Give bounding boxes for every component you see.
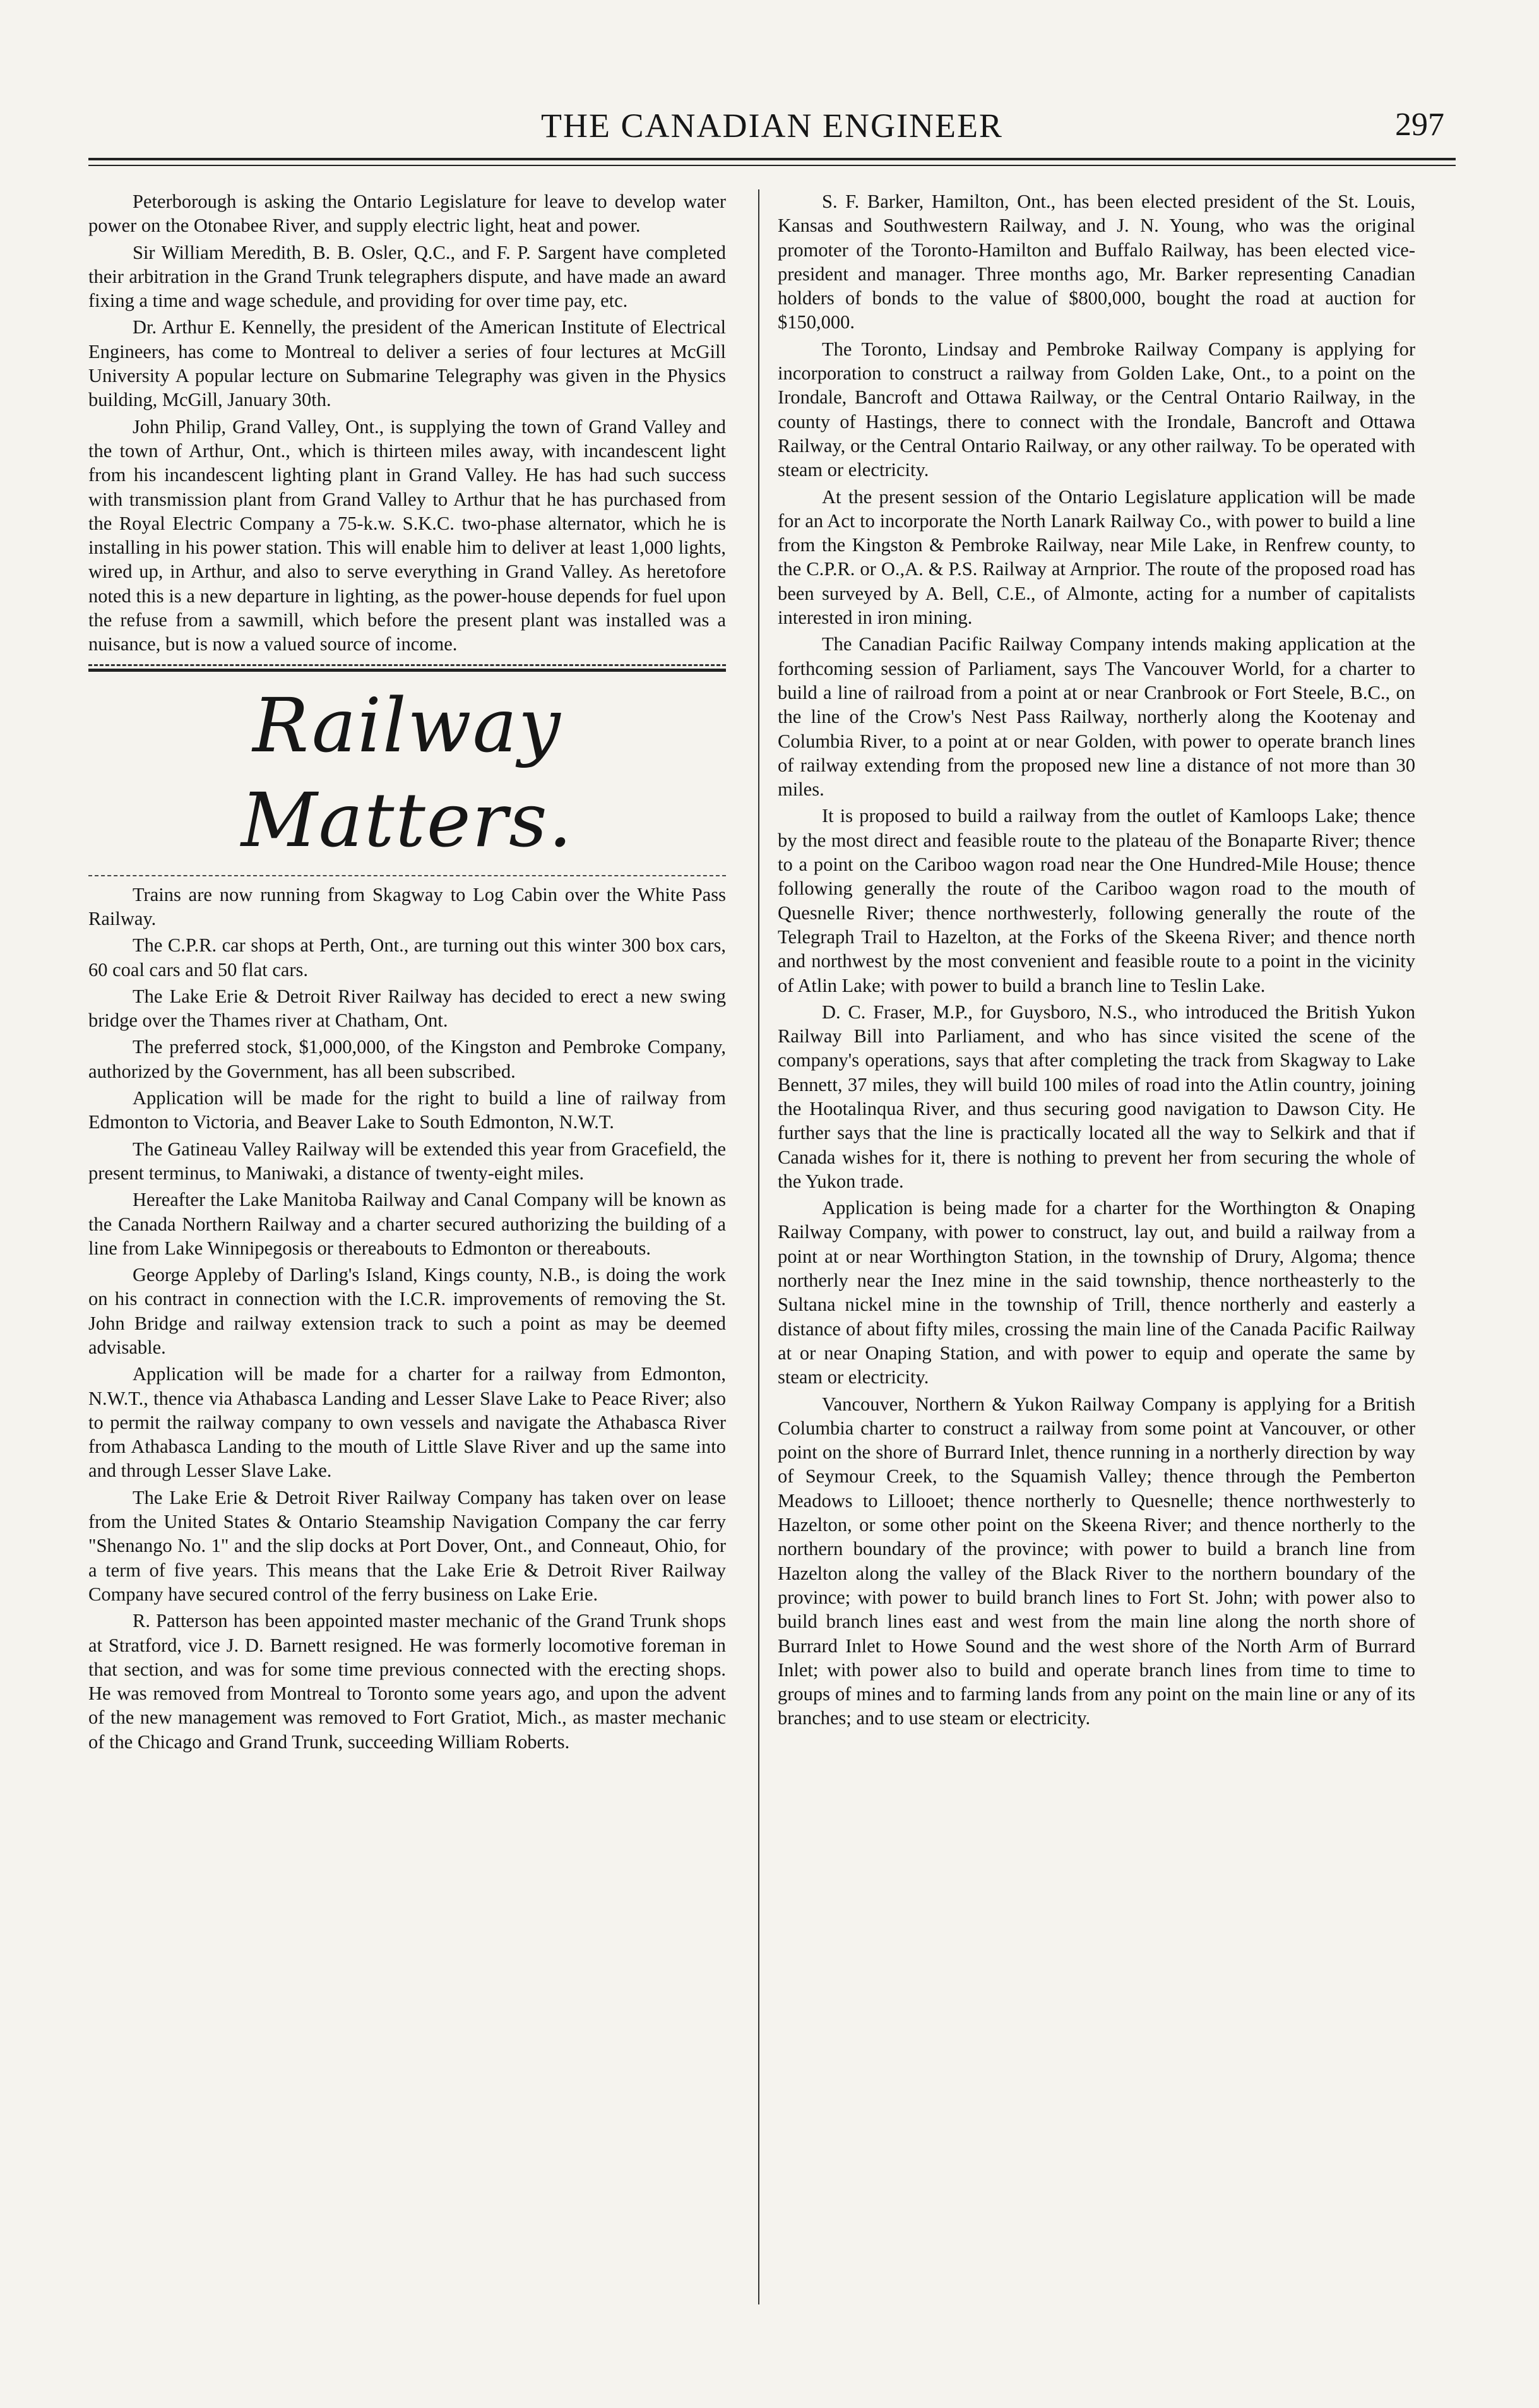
page-header (88, 106, 1456, 157)
railway-item: D. C. Fraser, M.P., for Guysboro, N.S., who introduced the British Yukon Railway Bill into Parliament, and who has since visited the scene of the company's operations, says that after completing the track from Skagway to Lake Bennett, 37 miles, they will build 100 miles of road into the Atlin country, joining the Hootalinqua River, and thus securing good navigation to Dawson City. He further says that the line is practically located all the way to Selkirk and that if Canada wishes for it, there is nothing to prevent her from securing the whole of the Yukon trade. (778, 1001, 1415, 1192)
journal-title: THE CANADIAN ENGINEER (541, 107, 1003, 145)
railway-item: Vancouver, Northern & Yukon Railway Company is applying for a British Columbia charter to construct a railway from some point at Vancouver, or other point on the shore of Burrard Inlet, thence running in a northerly direction by way of Seymour Creek, to the Squamish Valley; thence through the Pemberton Meadows to Lillooet; thence northerly to Quesnelle; thence northwesterly to Hazelton, or some other point on the Skeena River; and thence northerly to the northern boundary of the province; with power to build a branch line from Hazelton along the valley of the Black River to the northern boundary of the province; with power to build branch lines to Fort St. John; with power also to build branch lines east and west from the main line along the north shore of Burrard Inlet to Howe Sound and the west shore of the North Arm of Burrard Inlet; with power also to build and operate branch lines from time to time to groups of mines and to farming lands from any point on the main line or any of its branches; and to use steam or electricity. (778, 1393, 1415, 1729)
header-rule (88, 158, 1456, 166)
left-column (88, 189, 726, 1756)
railway-item: Application will be made for the right to build a line of railway from Edmonton to Victoria, and Beaver Lake to South Edmonton, N.W.T. (88, 1087, 726, 1133)
railway-item: S. F. Barker, Hamilton, Ont., has been elected president of the St. Louis, Kansas and Southwestern Railway, and J. N. Young, who was the original promoter of the Toronto-Hamilton and Buffalo Railway, has been elected vice-president and manager. Three months ago, Mr. Barker representing Canadian holders of bonds to the value of $800,000, bought the road at auction for $150,000. (778, 191, 1415, 333)
railway-item: Application is being made for a charter for the Worthington & Onaping Railway Company, with power to construct, lay out, and build a railway from a point at or near Worthington Station, in the township of Drury, Algoma; thence northerly near the Inez mine in the said township, thence northeasterly to the Sultana nickel mine in the township of Trill, thence northerly and easterly a distance of about fifty miles, crossing the main line of the Canada Pacific Railway at or near Onaping Station, and with power to equip and operate the same by steam or electricity. (778, 1197, 1415, 1388)
railway-item: Application will be made for a charter for a railway from Edmonton, N.W.T., thence via Athabasca Landing and Lesser Slave Lake to Peace River; also to permit the railway company to own vessels and navigate the Athabasca River from Athabasca Landing to the mouth of Little Slave River and up the same into and through Lesser Slave Lake. (88, 1363, 726, 1482)
railway-item: Hereafter the Lake Manitoba Railway and Canal Company will be known as the Canada Northern Railway and a charter secured authorizing the building of a line from Lake Winnipegosis or thereabouts to Edmonton or thereabouts. (88, 1189, 726, 1259)
right-column (778, 189, 1415, 1733)
section-divider (88, 875, 726, 876)
railway-item: The Toronto, Lindsay and Pembroke Railway Company is applying for incorporation to construct a railway from Golden Lake, Ont., to a point on the Irondale, Bancroft and Ottawa Railway, or the Central Ontario Railway, in the county of Hastings, there to connect with the Irondale, Bancroft and Ottawa Railway, or the Central Ontario Railway, or any other railway. To be operated with steam or electricity. (778, 338, 1415, 481)
section-divider (88, 664, 726, 672)
railway-item: It is proposed to build a railway from the outlet of Kamloops Lake; thence by the most direct and feasible route to the plateau of the Bonaparte River; thence to a point on the Cariboo wagon road near the One Hundred-Mile House; thence following generally the route of the Cariboo wagon road to the mouth of Quesnelle River; thence northwesterly, following generally the route of the Telegraph Trail to Hazelton, at the Forks of the Skeena River; and thence north and northwest by the most convenient and feasible route to a point in the vicinity of Atlin Lake; with power to build a branch line to Teslin Lake. (778, 805, 1415, 996)
column-divider (758, 189, 759, 2304)
railway-item: The Gatineau Valley Railway will be extended this year from Gracefield, the present terminus, to Maniwaki, a distance of twenty-eight miles. (88, 1138, 726, 1184)
railway-item: The Lake Erie & Detroit River Railway has decided to erect a new swing bridge over the Thames river at Chatham, Ont. (88, 985, 726, 1032)
article-paragraph: Sir William Meredith, B. B. Osler, Q.C., and F. P. Sargent have completed their arbitration in the Grand Trunk telegraphers dispute, and have made an award fixing a time and wage schedule, and providing for over time pay, etc. (88, 241, 726, 312)
page-number: 297 (1395, 107, 1444, 143)
article-paragraph: Dr. Arthur E. Kennelly, the president of the American Institute of Electrical Engineers, has come to Montreal to deliver a series of four lectures at McGill University A popular lecture on Submarine Telegraphy was given in the Physics building, McGill, January 30th. (88, 316, 726, 411)
railway-item: The Lake Erie & Detroit River Railway Company has taken over on lease from the United States & Ontario Steamship Navigation Company the car ferry "Shenango No. 1" and the slip docks at Port Dover, Ont., and Conneaut, Ohio, for a term of five years. This means that the Lake Erie & Detroit River Railway Company have secured control of the ferry business on Lake Erie. (88, 1486, 726, 1605)
railway-item: The C.P.R. car shops at Perth, Ont., are turning out this winter 300 box cars, 60 coal cars and 50 flat cars. (88, 934, 726, 980)
railway-item: The Canadian Pacific Railway Company intends making application at the forthcoming session of Parliament, says The Vancouver World, for a charter to build a line of railroad from a point at or near Cranbrook or Fort Steele, B.C., on the line of the Crow's Nest Pass Railway, northerly along the Kootenay and Columbia River, to a point at or near Golden, with power to operate branch lines of railway extending from the proposed new line a distance of not more than 30 miles. (778, 633, 1415, 801)
section-title: Railway Matters. (241, 681, 574, 864)
railway-item: George Appleby of Darling's Island, Kings county, N.B., is doing the work on his contract in connection with the I.C.R. improvements of removing the St. John Bridge and railway extension track to such a point as may be deemed advisable. (88, 1264, 726, 1358)
article-paragraph: John Philip, Grand Valley, Ont., is supplying the town of Grand Valley and the town of Arthur, Ont., which is thirteen miles away, with incandescent light from his incandescent lighting plant in Grand Valley. He has had such success with transmission plant from Grand Valley to Arthur that he has purchased from the Royal Electric Company a 75-k.w. S.K.C. two-phase alternator, which he is installing in his power station. This will enable him to deliver at least 1,000 lights, wired up, in Arthur, and also to serve everything in Grand Valley. As heretofore noted this is a new departure in lighting, as the power-house depends for fuel upon the refuse from a sawmill, which before the present plant was installed was a nuisance, but is now a valued source of income. (88, 415, 726, 655)
article-paragraph: Peterborough is asking the Ontario Legislature for leave to develop water power on the Otonabee River, and supply electric light, heat and power. (88, 191, 726, 237)
railway-item: Trains are now running from Skagway to Log Cabin over the White Pass Railway. (88, 883, 726, 929)
railway-item: At the present session of the Ontario Legislature application will be made for an Act to incorporate the North Lanark Railway Co., with power to build a line from the Kingston & Pembroke Railway, near Mile Lake, in Renfrew county, to the C.P.R. or O.,A. & P.S. Railway at Arnprior. The route of the proposed road has been surveyed by A. Bell, C.E., of Almonte, acting for a number of capitalists interested in iron mining. (778, 486, 1415, 629)
railway-item: The preferred stock, $1,000,000, of the Kingston and Pembroke Company, authorized by the Government, has all been subscribed. (88, 1036, 726, 1082)
railway-item: R. Patterson has been appointed master mechanic of the Grand Trunk shops at Stratford, vice J. D. Barnett resigned. He was formerly locomotive foreman in that section, and was for some time previous connected with the erecting shops. He was removed from Montreal to Toronto some years ago, and upon the advent of the new management was removed to Fort Gratiot, Mich., as master mechanic of the Chicago and Grand Trunk, succeeding William Roberts. (88, 1610, 726, 1753)
